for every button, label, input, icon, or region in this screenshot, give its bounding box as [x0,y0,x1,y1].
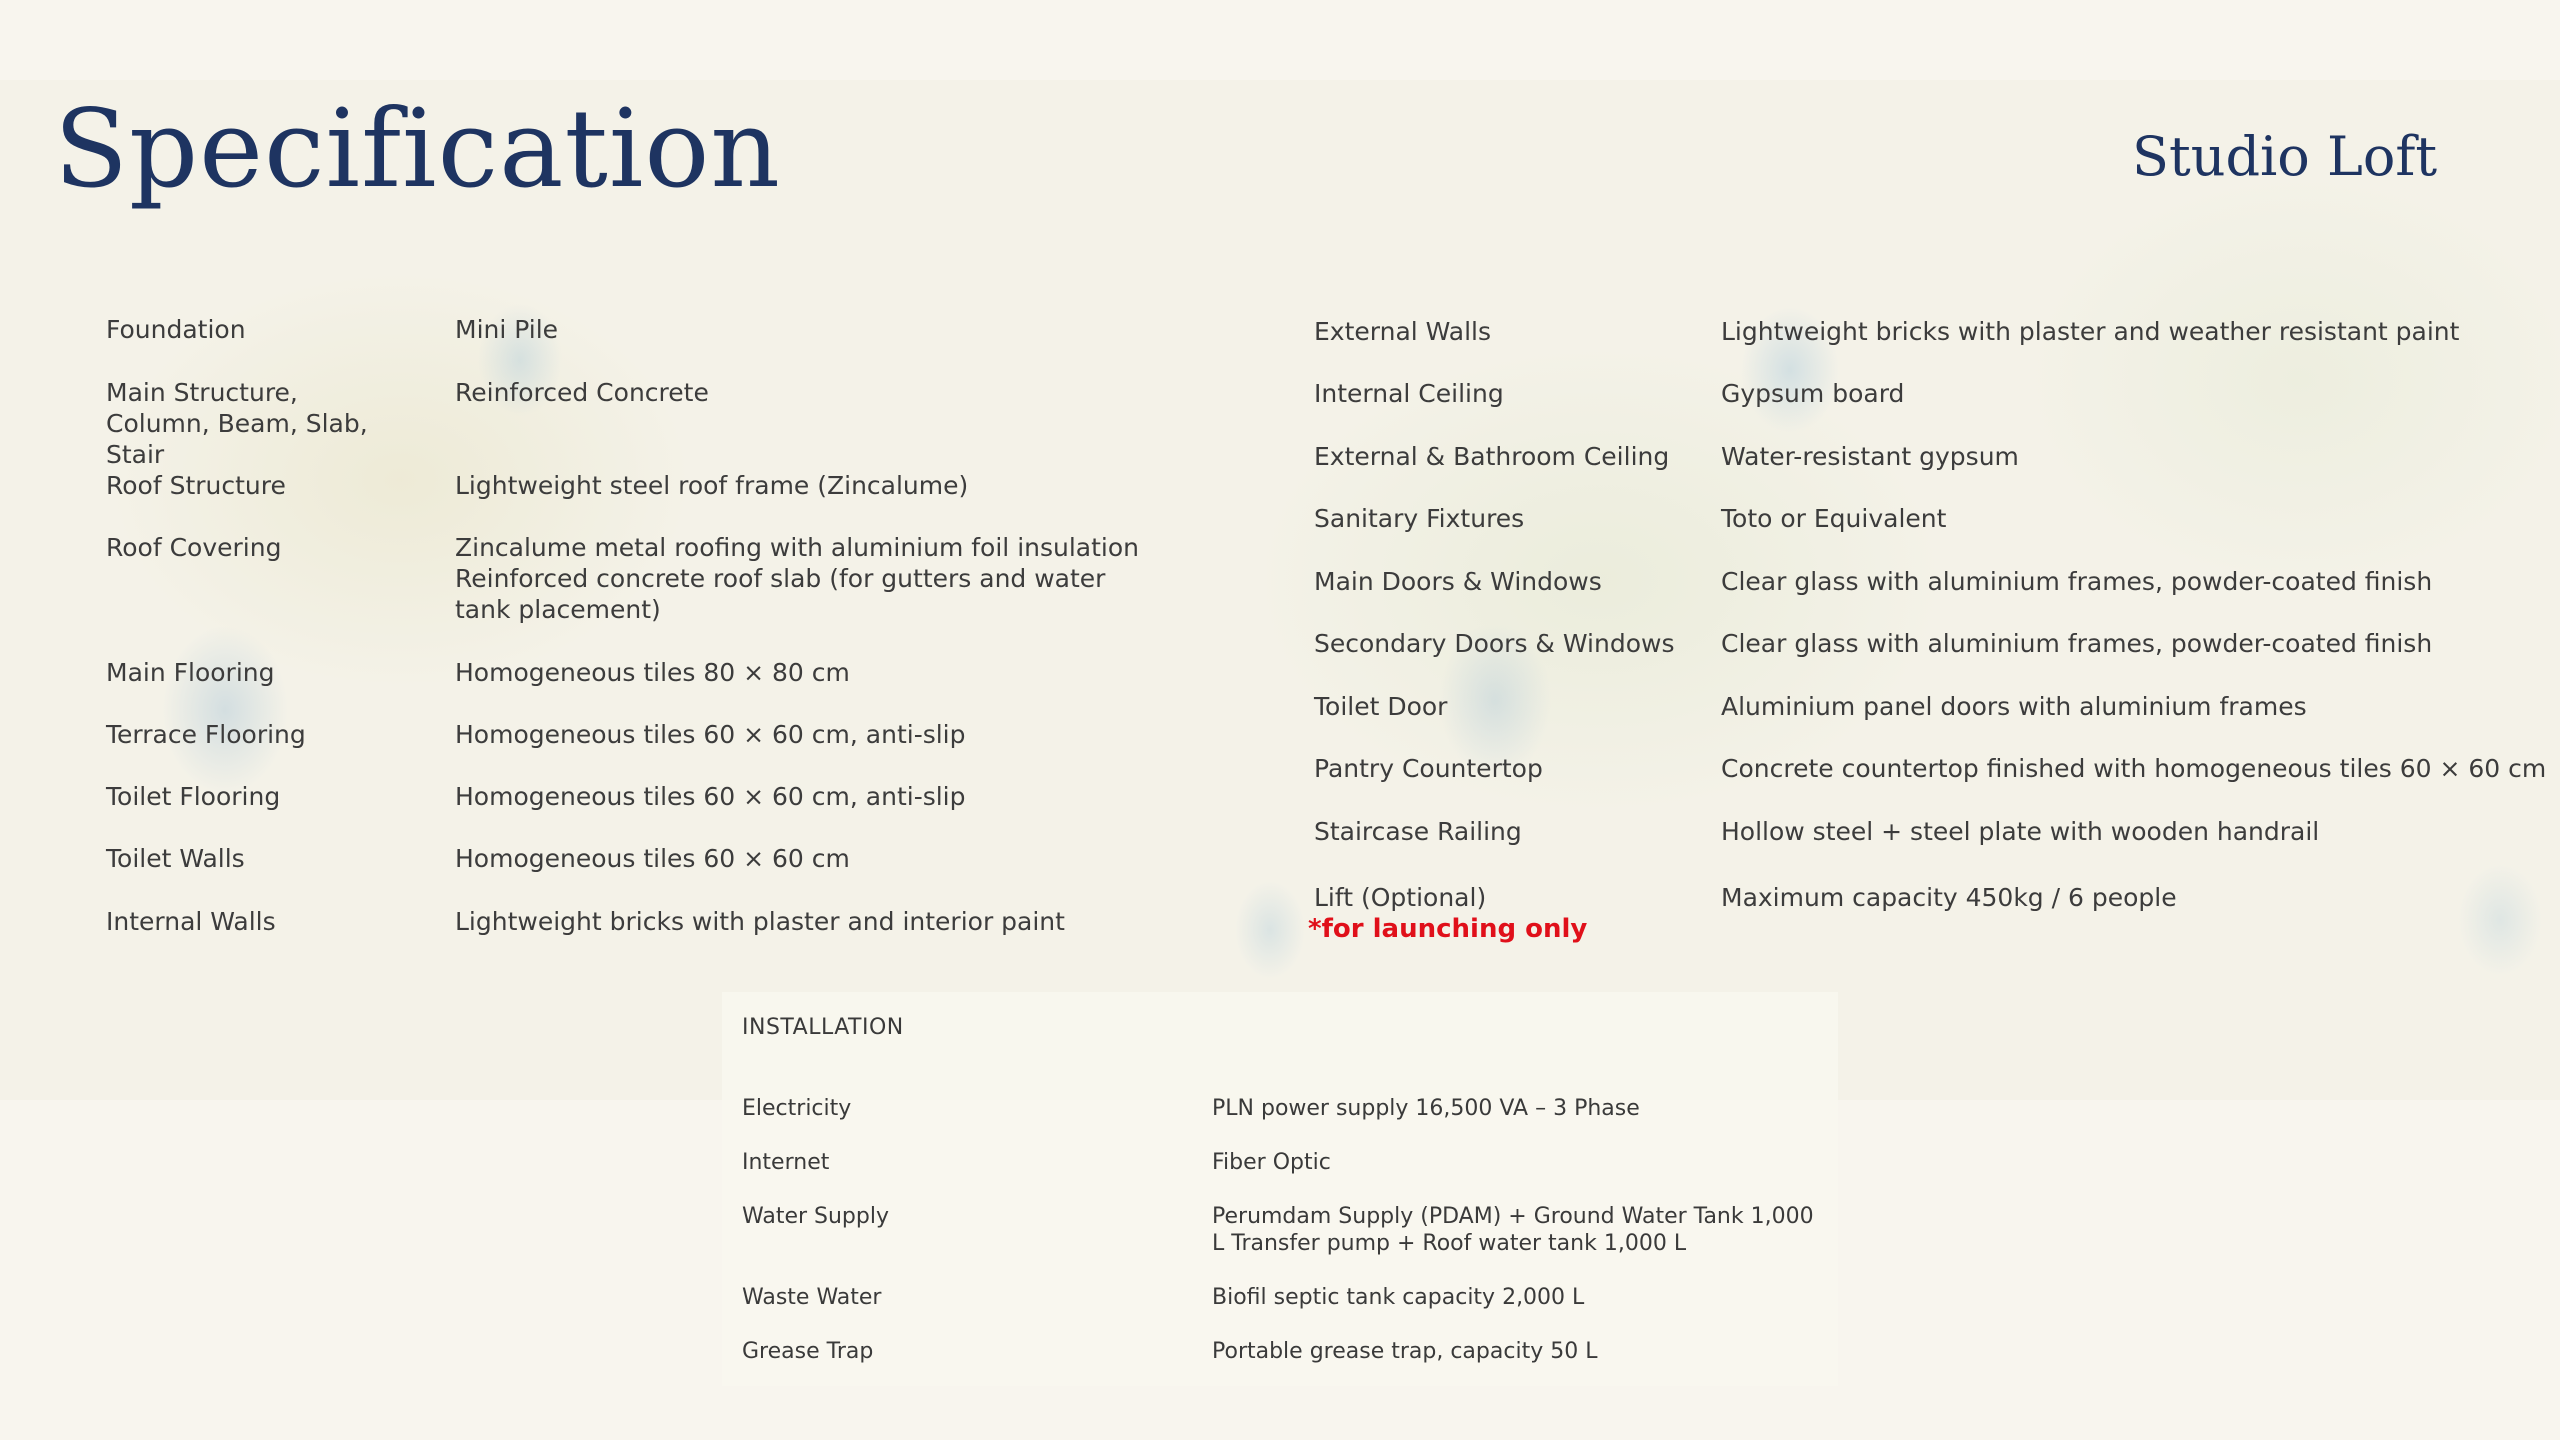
spec-value: Clear glass with aluminium frames, powder-coated finish [1721,567,2433,596]
spec-label: Main Doors & Windows [1314,567,1602,596]
installation-label: Internet [742,1150,830,1175]
installation-value: Biofil septic tank capacity 2,000 L [1212,1285,1585,1310]
page-title: Specification [54,87,781,212]
installation-heading: INSTALLATION [742,1015,904,1040]
spec-label: Foundation [106,315,246,344]
spec-label: External & Bathroom Ceiling [1314,442,1670,471]
spec-label: External Walls [1314,317,1492,346]
installation-value: PLN power supply 16,500 VA – 3 Phase [1212,1096,1640,1121]
spec-label: Toilet Flooring [106,782,281,811]
spec-value: Hollow steel + steel plate with wooden handrail [1721,817,2320,846]
spec-value: Lightweight bricks with plaster and weather resistant paint [1721,317,2460,346]
spec-label: Lift (Optional) [1314,883,1487,912]
spec-label: Pantry Countertop [1314,754,1543,783]
spec-value: Lightweight steel roof frame (Zincalume) [455,471,969,500]
spec-value: Lightweight bricks with plaster and interior paint [455,907,1065,936]
launching-only-note: *for launching only [1308,914,1588,944]
spec-value: Zincalume metal roofing with aluminium foil insulation Reinforced concrete roof slab (for gutters and water tank placement) [455,533,1140,624]
spec-value: Maximum capacity 450kg / 6 people [1721,883,2177,912]
spec-label: Internal Walls [106,907,276,936]
spec-value: Clear glass with aluminium frames, powder-coated finish [1721,629,2433,658]
installation-panel [722,992,1838,1386]
spec-label: Main Structure, Column, Beam, Slab, Stair [106,378,368,469]
spec-value: Concrete countertop finished with homogeneous tiles 60 × 60 cm [1721,754,2547,783]
spec-label: Internal Ceiling [1314,379,1504,408]
spec-label: Terrace Flooring [106,720,306,749]
spec-value: Mini Pile [455,315,559,344]
spec-label: Sanitary Fixtures [1314,504,1525,533]
spec-label: Roof Covering [106,533,282,562]
installation-value: Fiber Optic [1212,1150,1331,1175]
spec-label: Staircase Railing [1314,817,1522,846]
spec-value: Homogeneous tiles 60 × 60 cm, anti-slip [455,720,966,749]
spec-label: Roof Structure [106,471,286,500]
installation-label: Electricity [742,1096,852,1121]
installation-value: Portable grease trap, capacity 50 L [1212,1339,1598,1364]
spec-value: Homogeneous tiles 60 × 60 cm [455,844,850,873]
spec-label: Toilet Door [1314,692,1448,721]
spec-value: Aluminium panel doors with aluminium frames [1721,692,2307,721]
spec-value: Gypsum board [1721,379,1905,408]
installation-label: Water Supply [742,1204,889,1229]
spec-label: Secondary Doors & Windows [1314,629,1675,658]
spec-value: Homogeneous tiles 80 × 80 cm [455,658,850,687]
spec-value: Reinforced Concrete [455,378,709,407]
spec-label: Toilet Walls [106,844,245,873]
installation-value: Perumdam Supply (PDAM) + Ground Water Tank 1,000 L Transfer pump + Roof water tank 1,000 L [1212,1204,1814,1256]
spec-value: Water-resistant gypsum [1721,442,2019,471]
installation-label: Waste Water [742,1285,882,1310]
installation-label: Grease Trap [742,1339,874,1364]
spec-label: Main Flooring [106,658,275,687]
spec-value: Homogeneous tiles 60 × 60 cm, anti-slip [455,782,966,811]
unit-type-title: Studio Loft [2132,125,2438,188]
spec-value: Toto or Equivalent [1721,504,1947,533]
